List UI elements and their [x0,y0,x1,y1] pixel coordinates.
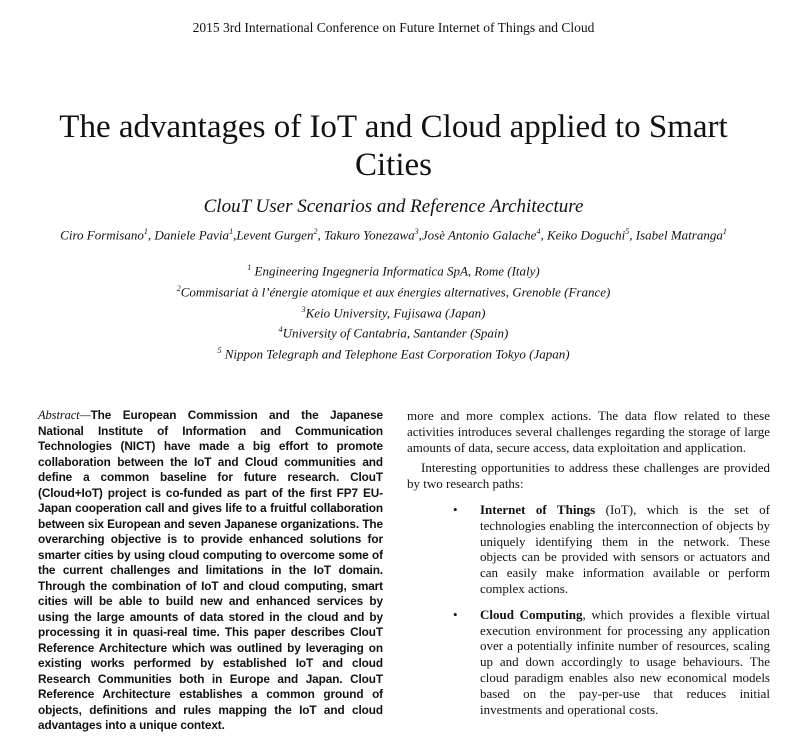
affiliation [0,321,787,342]
bullet-item-cloud [453,606,771,718]
affiliation [0,301,787,322]
author-name: Keiko Doguchi [546,227,626,243]
bullet-list [407,502,770,717]
author-name: Ciro Formisano [60,227,144,243]
paper-title: The advantages of IoT and Cloud applied to Smart Cities [59,109,728,183]
author-sep: , [147,227,155,243]
affil-text: Commisariat à l’énergie atomique et aux énergies alternatives, Grenoble (France) [180,284,611,300]
affiliation [0,259,787,280]
bullet-term: Cloud Computing [480,606,583,622]
affil-text: Keio University, Fujisawa (Japan) [305,304,486,320]
affil-mark: 3 [301,304,306,314]
abstract-label [38,408,91,422]
author-name: Daniele Pavia [154,227,230,243]
author-affil-mark: 3 [414,227,419,236]
affil-text: Nippon Telegraph and Telephone East Corporation Tokyo (Japan) [221,346,570,362]
body-column [407,408,770,717]
abstract [38,408,383,734]
author-sep: , [629,227,636,243]
bullet-icon: • [453,606,458,622]
author-name: Isabel Matranga [635,227,723,243]
conference-header: 2015 3rd International Conference on Future Internet of Things and Cloud [192,20,595,35]
author-affil-mark: 1 [143,227,148,236]
author-affil-mark: 5 [625,227,630,236]
body-paragraph: Interesting opportunities to address these challenges are provided by two research paths: [407,460,770,492]
affil-mark: 1 [247,263,252,272]
affil-mark: 5 [217,346,222,356]
author-sep: , [418,227,422,243]
affil-mark: 2 [176,283,181,293]
author-affil-mark: 1 [722,227,727,236]
bullet-icon: • [453,501,458,517]
bullet-item-iot [453,501,770,597]
bullet-term: Internet of Things [480,501,596,517]
author-name: Josè Antonio Galache [421,227,537,243]
bullet-text: (IoT), which is the set of technologies enabling the interconnection of objects by uniquely identifying them in the network. These objects can be provided with sensors or actuators and can easily make information available or perform complex actions. [480,501,770,596]
affil-text: University of Cantabria, Santander (Spain) [282,325,509,341]
author-sep: , [317,227,324,243]
paper-subtitle: ClouT User Scenarios and Reference Architecture [203,196,584,217]
abstract-text: The European Commission and the Japanese National Institute of Information and Communication Technologies (NICT) have made a big effort to promote collaboration between the IoT and Cloud communities and define a common baseline for future research. ClouT (Cloud+IoT) project is co-funded as part of the first FP7 EU-Japan cooperation call and gives life to a fruitful collaboration between six European and seven Japanese organizations. The overarching objective is to provide enhanced solutions for smarter cities by using cloud computing to overcome some of the current challenges and limitations in the IoT domain. Through the combination of IoT and cloud computing, smart cities will be able to build new and enhanced services by using the large amounts of data stored in the cloud and by processing it in quasi-real time. This paper describes ClouT Reference Architecture which was outlined by leveraging on existing works performed by established IoT and cloud Research Communities both in Europe and Japan. ClouT Reference Architecture establishes a common ground of objects, definitions and rules mapping the IoT and cloud advantages into a unique context. [38,408,383,732]
author-name: Levent Gurgen [236,227,314,243]
author-list [0,227,787,243]
bullet-text: , which provides a flexible virtual execution environment for processing any application over a potentially infinite number of resources, scaling up and down accordingly to usage behaviours. The cloud paradigm enables also new economical models based on the pay-per-use that reduces initial investments and operational costs. [480,606,771,717]
affiliation [0,280,787,301]
author-sep: , [540,227,547,243]
author-affil-mark: 1 [229,227,234,236]
abstract-label-text: Abstract [38,408,80,422]
affil-text: Engineering Ingegneria Informatica SpA, Rome (Italy) [251,263,540,279]
author-sep: , [233,227,237,243]
author-affil-mark: 4 [536,227,541,236]
body-paragraph: more and more complex actions. The data flow related to these activities introduces several challenges regarding the storage of large amounts of data, secure access, data exploitation and application. [407,408,770,455]
author-affil-mark: 2 [313,227,318,236]
author-name: Takuro Yonezawa [323,227,415,243]
affiliation [0,342,787,363]
affil-mark: 4 [278,325,283,335]
abstract-dash: — [79,408,91,422]
affiliation-list [0,259,787,363]
